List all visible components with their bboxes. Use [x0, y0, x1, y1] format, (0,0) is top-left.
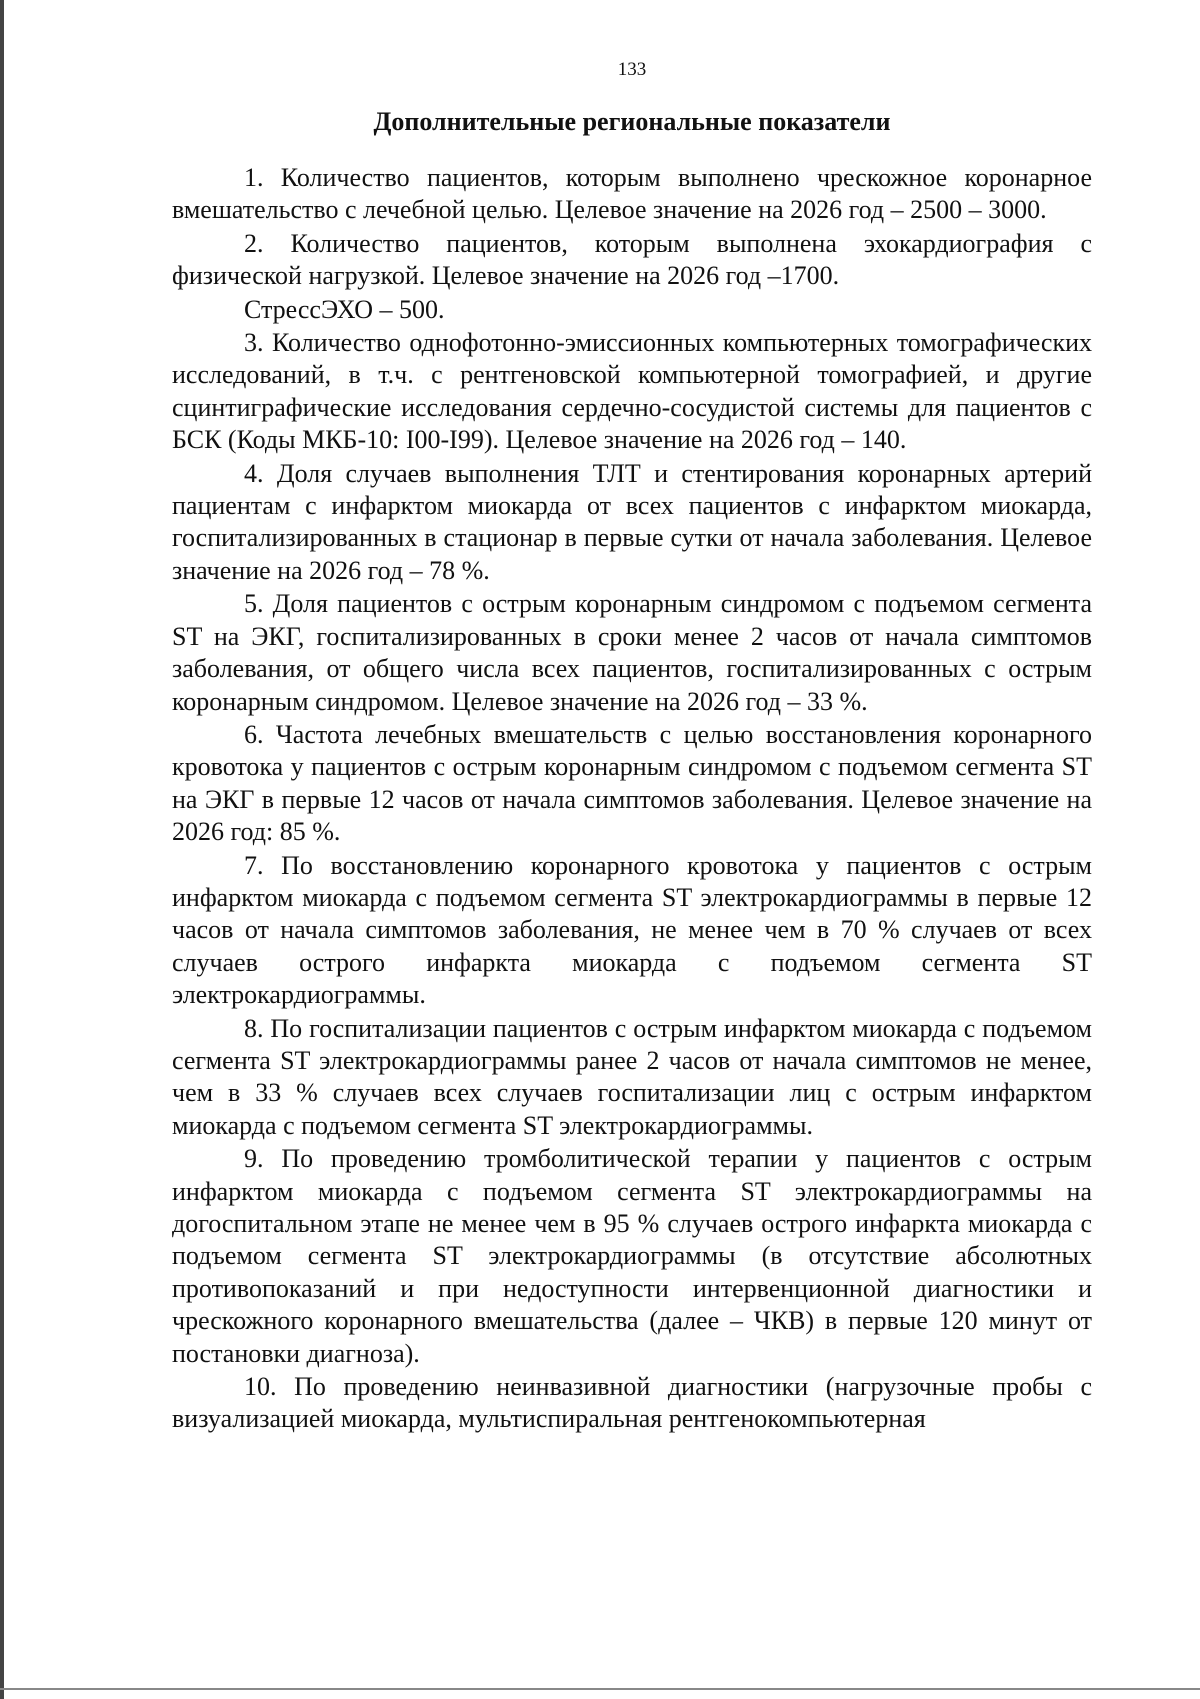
paragraph-8: 8. По госпитализации пациентов с острым инфарктом миокарда с подъемом сегмента ST электрокардиограммы ранее 2 часов от начала симптомов не менее, чем в 33 % случаев всех случаев госпитализации лиц с острым инфарктом миокарда с подъемом сегмента ST электрокардиограммы.	[172, 1013, 1092, 1140]
paragraph-10: 10. По проведению неинвазивной диагностики (нагрузочные пробы с визуализацией миокарда, мультиспиральная рентгенокомпьютерная	[172, 1372, 1092, 1434]
document-title: Дополнительные региональные показатели	[373, 107, 891, 136]
page-number: 133	[617, 59, 647, 80]
paragraph-2-stress-echo: СтрессЭХО – 500.	[244, 294, 445, 324]
paragraph-1: 1. Количество пациентов, которым выполнено чрескожное коронарное вмешательство с лечебной целью. Целевое значение на 2026 год – 2500 – 3000.	[172, 163, 1092, 225]
document-body	[172, 58, 1092, 1437]
paragraph-7: 7. По восстановлению коронарного кровотока у пациентов с острым инфарктом миокарда с подъемом сегмента ST электрокардиограммы в первые 12 часов от начала симптомов заболевания, не менее чем в 70 % случаев от всех случаев острого инфаркта миокарда с подъемом сегмента ST электрокардиограммы.	[172, 850, 1092, 1010]
paragraph-9: 9. По проведению тромболитической терапии у пациентов с острым инфарктом миокарда с подъемом сегмента ST электрокардиограммы на догоспитальном этапе не менее чем в 95 % случаев острого инфаркта миокарда с подъемом сегмента ST электрокардиограммы (в отсутствие абсолютных противопоказаний и при недоступности интервенционной диагностики и чрескожного коронарного вмешательства (далее – ЧКВ) в первые 120 минут от постановки диагноза).	[172, 1144, 1092, 1368]
scan-bottom-edge	[0, 1688, 1200, 1690]
paragraph-4: 4. Доля случаев выполнения ТЛТ и стентирования коронарных артерий пациентам с инфарктом миокарда от всех пациентов с инфарктом миокарда, госпитализированных в стационар в первые сутки от начала заболевания. Целевое значение на 2026 год – 78 %.	[172, 458, 1092, 585]
paragraph-6: 6. Частота лечебных вмешательств с целью восстановления коронарного кровотока у пациентов с острым коронарным синдромом с подъемом сегмента ST на ЭКГ в первые 12 часов от начала симптомов заболевания. Целевое значение на 2026 год: 85 %.	[172, 719, 1092, 847]
scan-left-edge	[0, 0, 4, 1699]
paragraph-3: 3. Количество однофотонно-эмиссионных компьютерных томографических исследований, в т.ч. с рентгеновской компьютерной томографией, и другие сцинтиграфические исследования сердечно-сосудистой системы для пациентов с БСК (Коды МКБ-10: I00-I99). Целевое значение на 2026 год – 140.	[172, 328, 1092, 455]
paragraph-5: 5. Доля пациентов с острым коронарным синдромом с подъемом сегмента ST на ЭКГ, госпитализированных в сроки менее 2 часов от начала симптомов заболевания, от общего числа всех пациентов, госпитализированных с острым коронарным синдромом. Целевое значение на 2026 год – 33 %.	[172, 589, 1092, 716]
paragraph-2: 2. Количество пациентов, которым выполнена эхокардиография с физической нагрузкой. Целевое значение на 2026 год –1700.	[172, 228, 1092, 291]
